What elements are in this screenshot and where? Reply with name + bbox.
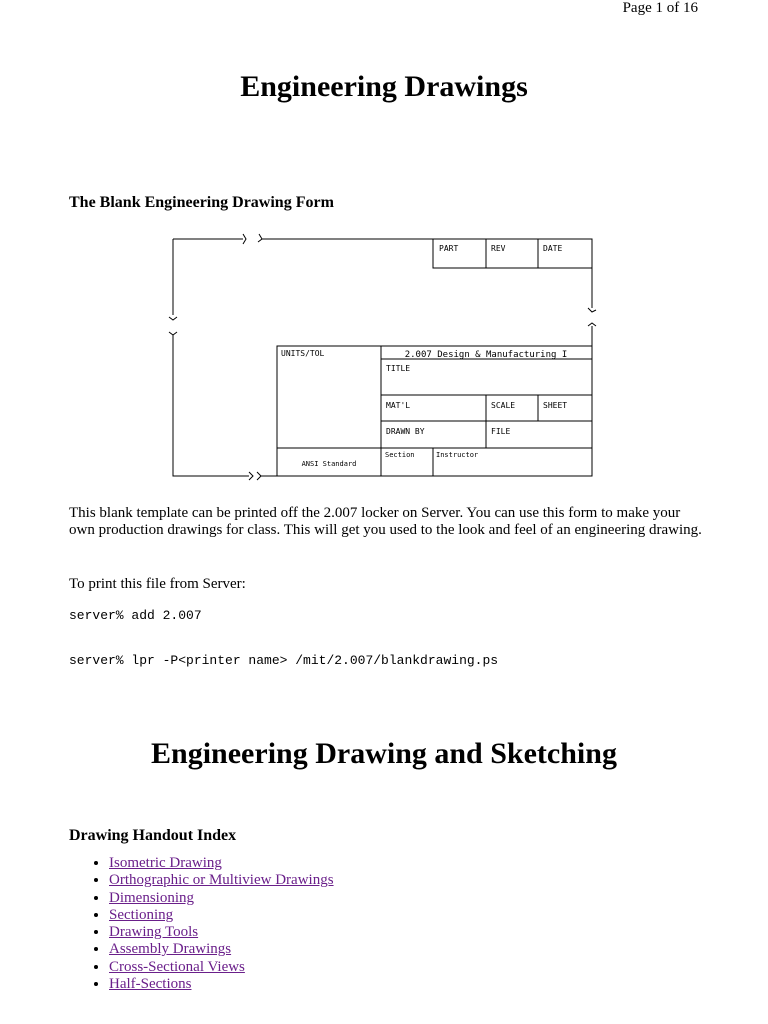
rev-label: REV [491,244,506,253]
section-label: Section [385,451,415,459]
handout-index-list [69,855,334,993]
template-description: This blank template can be printed off the 2.007 locker on Server. You can use this form to make your own production drawings for class. This will get you used to the look and feel of an engineering drawing. [69,505,702,538]
list-item [109,976,334,993]
list-item [109,959,334,976]
section-heading-blank-form: The Blank Engineering Drawing Form [69,194,334,211]
section-heading-handout-index: Drawing Handout Index [69,827,237,844]
list-item [109,855,334,872]
course-label: 2.007 Design & Manufacturing I [404,350,568,360]
print-instructions: To print this file from Server: [69,576,246,592]
file-label: FILE [491,427,511,436]
material-label: MAT'L [386,401,411,410]
list-item [109,872,334,889]
part-label: PART [439,244,459,253]
list-item [109,907,334,924]
link-orthographic-drawings[interactable]: Orthographic or Multiview Drawings [109,872,334,889]
instructor-label: Instructor [436,451,479,459]
link-isometric-drawing[interactable]: Isometric Drawing [109,855,222,871]
ansi-standard-label: ANSI Standard [301,460,357,468]
title-label: TITLE [386,364,411,373]
page-title: Engineering Drawings [240,70,528,103]
list-item [109,890,334,907]
list-item [109,941,334,958]
list-item [109,924,334,941]
scale-label: SCALE [491,401,516,410]
blank-drawing-form [160,228,600,484]
drawn-by-label: DRAWN BY [386,427,425,436]
link-assembly-drawings[interactable]: Assembly Drawings [109,941,232,958]
link-cross-sectional-views[interactable]: Cross-Sectional Views [109,958,245,975]
link-drawing-tools[interactable]: Drawing Tools [109,924,199,941]
page-number: Page 1 of 16 [622,0,698,16]
command-print: server% lpr -P<printer name> /mit/2.007/blankdrawing.ps [69,653,499,668]
sheet-label: SHEET [543,401,568,410]
section-title-sketching: Engineering Drawing and Sketching [151,737,617,770]
date-label: DATE [543,244,563,253]
link-dimensioning[interactable]: Dimensioning [109,889,194,906]
link-half-sections[interactable]: Half-Sections [109,976,192,993]
command-add-locker: server% add 2.007 [69,608,202,623]
link-sectioning[interactable]: Sectioning [109,906,174,923]
units-tol-label: UNITS/TOL [281,349,325,358]
